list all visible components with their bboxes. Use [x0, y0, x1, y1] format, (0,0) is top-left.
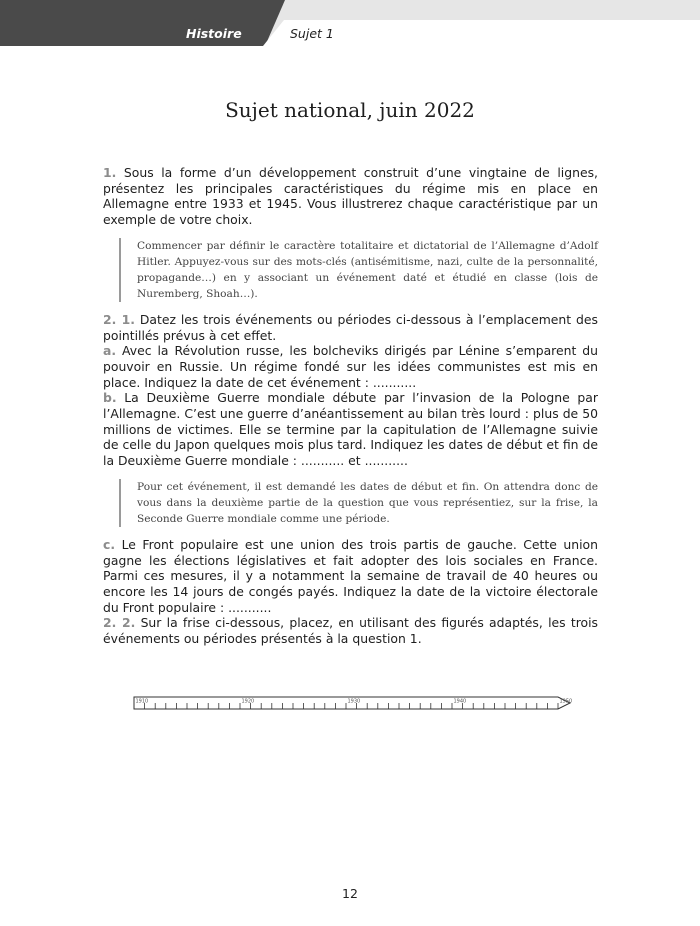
question-2-2-number: 2. 2. — [103, 615, 136, 631]
question-1-tip: Commencer par définir le caractère totalitaire et dictatorial de l’Allemagne d’Adolf Hitler. Appuyez-vous sur des mots-clés (antisémitisme, nazi, culte de la personnalité, propagande…) en y associant un événement daté et étudié en classe (lois de Nuremberg, Shoah…). — [119, 238, 598, 302]
timeline-label: 1930 — [347, 698, 361, 705]
timeline-label: 1940 — [453, 698, 467, 705]
timeline-label: 1910 — [135, 698, 149, 705]
item-c — [103, 537, 598, 616]
timeline-frise — [130, 692, 575, 716]
item-a — [103, 343, 598, 390]
question-2-1-text: Datez les trois événements ou périodes ci-dessous à l’emplacement des pointillés prévus à cet effet. — [103, 311, 598, 343]
page-header — [0, 0, 700, 46]
header-section-label: Histoire — [186, 26, 242, 41]
question-2-2 — [103, 615, 598, 646]
item-b-label: b. — [103, 390, 117, 406]
question-2-2-text: Sur la frise ci-dessous, placez, en utilisant des figurés adaptés, les trois événements ou périodes présentés à la question 1. — [103, 615, 598, 647]
exercise-content — [103, 165, 598, 647]
question-1-number: 1. — [103, 165, 117, 180]
item-b-tip: Pour cet événement, il est demandé les dates de début et fin. On attendra donc de vous dans la deuxième partie de la question que vous représentiez, sur la frise, la Seconde Guerre mondiale comme une période. — [119, 479, 598, 527]
header-section-tab — [0, 0, 285, 46]
question-2-1 — [103, 312, 598, 343]
item-c-label: c. — [103, 536, 116, 552]
timeline-label: 1950 — [559, 698, 573, 705]
question-1-text: Sous la forme d’un développement construit d’une vingtaine de lignes, présentez les principales caractéristiques du régime mis en place en Allemagne entre 1933 et 1945. Vous illustrerez chaque caractéristique par un exemple de votre choix. — [103, 165, 598, 228]
item-a-text: Avec la Révolution russe, les bolcheviks dirigés par Lénine s’emparent du pouvoir en Russie. Un régime fondé sur les idées communistes est mis en place. Indiquez la date de cet événement : ........... — [103, 343, 598, 390]
page-title: Sujet national, juin 2022 — [225, 98, 475, 122]
question-2-1-number: 2. 1. — [103, 311, 135, 327]
question-1 — [103, 165, 598, 228]
item-b — [103, 390, 598, 469]
item-b-text: La Deuxième Guerre mondiale débute par l’invasion de la Pologne par l’Allemagne. C’est une guerre d’anéantissement au bilan très lourd : plus de 50 millions de victimes. Elle se termine par la capitulation de l’Allemagne suivie de celle du Japon quelques mois plus tard. Indiquez les dates de début et fin de la Deuxième Guerre mondiale : ........... et ........... — [103, 390, 598, 469]
item-c-text: Le Front populaire est une union des trois partis de gauche. Cette union gagne les élections législatives et fait adopter des lois sociales en France. Parmi ces mesures, il y a notamment la semaine de travail de 40 heures ou encore les 14 jours de congés payés. Indiquez la date de la victoire électorale du Front populaire : ........... — [103, 536, 598, 615]
header-subject-label: Sujet 1 — [290, 26, 334, 41]
page-number: 12 — [342, 886, 358, 901]
timeline-label: 1920 — [241, 698, 255, 705]
item-a-label: a. — [103, 343, 117, 359]
